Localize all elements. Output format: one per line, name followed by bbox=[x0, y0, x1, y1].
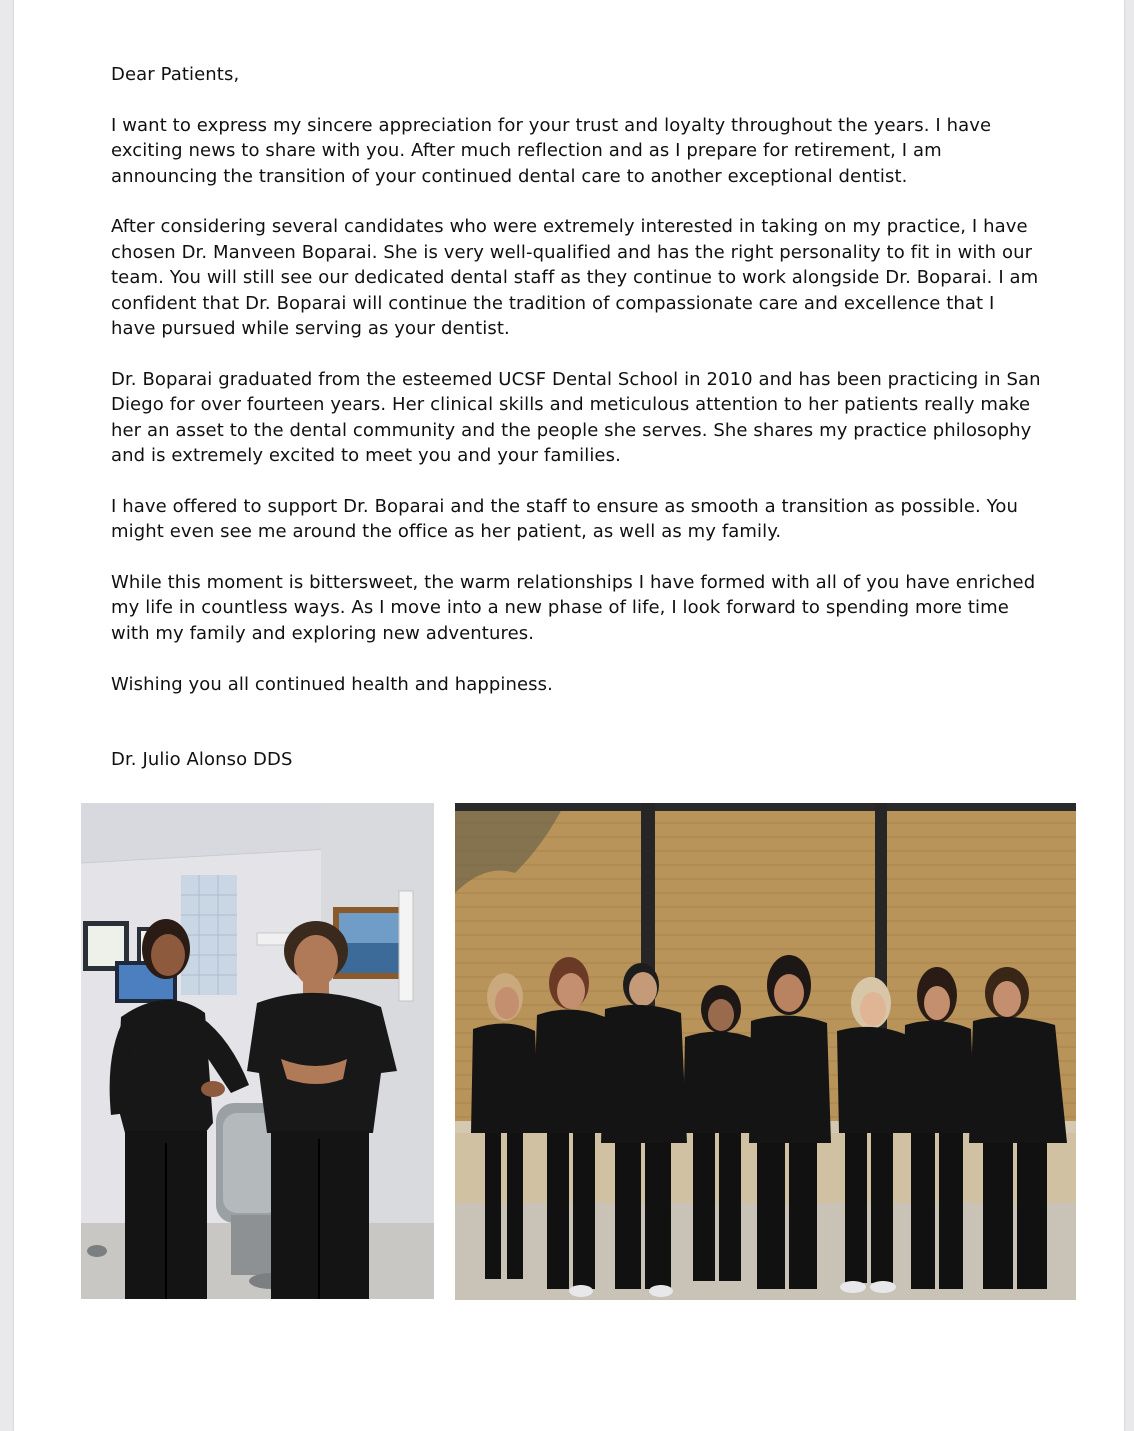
closing: Wishing you all continued health and happiness. bbox=[111, 673, 553, 695]
photo-dental-team bbox=[455, 803, 1076, 1300]
document-page bbox=[14, 0, 1124, 1431]
photo-dentists-illustration bbox=[81, 803, 434, 1299]
salutation: Dear Patients, bbox=[111, 64, 240, 85]
photo-dentists-in-office bbox=[81, 803, 434, 1299]
paragraph: While this moment is bittersweet, the warm relationships I have formed with all of you have enriched my life in countless ways. As I move into a new phase of life, I look forward to spending more time with my family and exploring new adventures. bbox=[111, 572, 1036, 644]
photo-team-illustration bbox=[455, 803, 1076, 1300]
letter-body bbox=[111, 62, 1041, 798]
paragraph: Dr. Boparai graduated from the esteemed UCSF Dental School in 2010 and has been practicing in San Diego for over fourteen years. Her clinical skills and meticulous attention to her patients really make her an asset to the dental community and the people she serves. She shares my practice philosophy and is extremely excited to meet you and your families. bbox=[111, 368, 1041, 467]
signature: Dr. Julio Alonso DDS bbox=[111, 749, 293, 771]
paragraph: After considering several candidates who were extremely interested in taking on my practice, I have chosen Dr. Manveen Boparai. She is very well-qualified and has the right personality to fit in with our team. You will still see our dedicated dental staff as they continue to work alongside Dr. Boparai. I am confident that Dr. Boparai will continue the tradition of compassionate care and excellence that I have pursued while serving as your dentist. bbox=[111, 216, 1039, 340]
paragraph: I have offered to support Dr. Boparai and the staff to ensure as smooth a transition as possible. You might even see me around the office as her patient, as well as my family. bbox=[111, 495, 1018, 543]
paragraph: I want to express my sincere appreciation for your trust and loyalty throughout the years. I have exciting news to share with you. After much reflection and as I prepare for retirement, I am announcing the transition of your continued dental care to another exceptional dentist. bbox=[111, 114, 992, 187]
